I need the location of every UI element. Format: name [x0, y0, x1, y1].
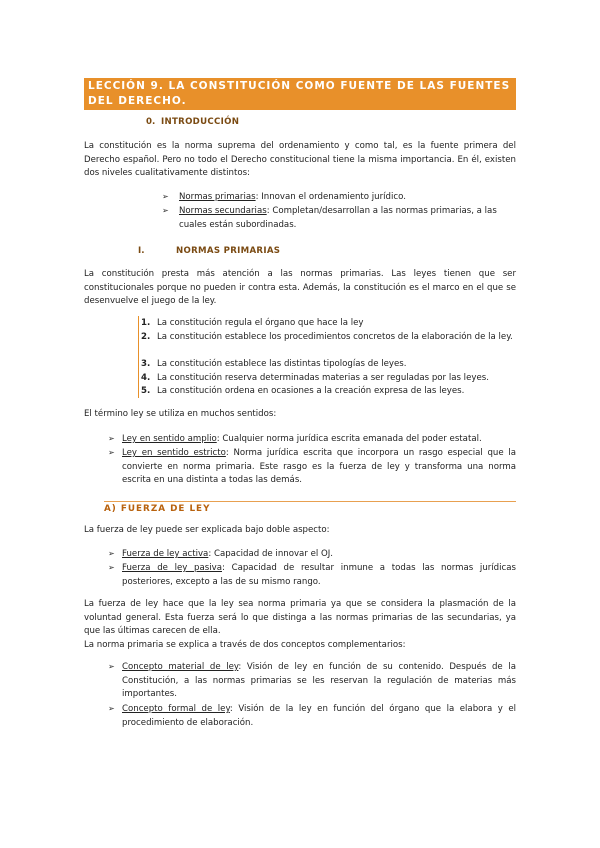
term-ley-sentido-amplio: Ley en sentido amplio [122, 434, 217, 444]
numbered-item: 1. La constitución regula el órgano que hace la ley [141, 318, 364, 328]
definition-text: : Innovan el ordenamiento jurídico. [255, 192, 406, 202]
term-ley-sentido-estricto: Ley en sentido estricto [122, 448, 226, 458]
term-normas-primarias: Normas primarias [179, 192, 256, 202]
term-fuerza-pasiva: Fuerza de ley pasiva [122, 563, 222, 573]
list-item [179, 191, 516, 205]
numbered-item: 2. La constitución establece los procedimientos concretos de la elaboración de la ley. [141, 332, 513, 342]
arrow-bullet-icon: ➢ [108, 434, 115, 443]
section-heading-introduccion: INTRODUCCIÓN [161, 117, 240, 127]
list-item [179, 205, 516, 232]
primarias-paragraph: La constitución presta más atención a las normas primarias. Las leyes tienen que ser constitucionales porque no pueden ir contra esta. Además, la constitución es el marco en el que se desenvuelve el juego de la ley. [84, 269, 516, 306]
intro-paragraph: La constitución es la norma suprema del ordenamiento y como tal, es la fuente primera del Derecho español. Pero no todo el Derecho constitucional tiene la misma importancia. En él, existen dos niveles cualitativamente distintos: [84, 141, 516, 178]
list-item: Fuerza de ley activa: Capacidad de innovar el OJ. [122, 549, 334, 559]
term-concepto-formal: Concepto formal de ley [122, 704, 230, 714]
list-item: Ley en sentido amplio: Cualquier norma jurídica escrita emanada del poder estatal. [122, 434, 482, 444]
numbered-item: 3. La constitución establece las distintas tipologías de leyes. [141, 359, 407, 369]
section-heading-fuerza-de-ley: A) FUERZA DE LEY [104, 504, 211, 514]
fuerza-paragraph: La fuerza de ley hace que la ley sea norma primaria ya que se considera la plasmación de la voluntad general. Esta fuerza será lo que distinga a las normas primarias de las secundarias, ya que las últimas carecen de ella. [84, 599, 516, 636]
numbered-item: 4. La constitución reserva determinadas materias a ser reguladas por las leyes. [141, 373, 489, 383]
fuerza-intro: La fuerza de ley puede ser explicada bajo doble aspecto: [84, 525, 330, 535]
arrow-bullet-icon: ➢ [162, 192, 169, 201]
conceptos-intro: La norma primaria se explica a través de dos conceptos complementarios: [84, 640, 406, 650]
list-item: Fuerza de ley pasiva: Capacidad de resultar inmune a todas las normas jurídicas posteriores, excepto a las de su mismo rango. [122, 563, 516, 587]
ley-intro: El término ley se utiliza en muchos sentidos: [84, 409, 277, 419]
list-item: Ley en sentido estricto: Norma jurídica escrita que incorpora un rasgo especial que la convierte en norma primaria. Este rasgo es la fuerza de ley y transforma una norma escrita en una distinta a todas las demás. [122, 448, 517, 485]
section-heading-normas-primarias: NORMAS PRIMARIAS [176, 246, 281, 256]
numbered-item: 5. La constitución ordena en ocasiones a la creación expresa de las leyes. [141, 386, 465, 396]
definition-text: : Completan/desarrollan a las normas primarias, a las cuales están subordinadas. [179, 206, 497, 230]
section-divider [104, 501, 516, 502]
arrow-bullet-icon: ➢ [108, 448, 115, 457]
list-item: Concepto formal de ley: Visión de la ley en función del órgano que la elabora y el procedimiento de elaboración. [122, 704, 516, 728]
section-number: I. [138, 246, 145, 256]
lesson-title: LECCIÓN 9. LA CONSTITUCIÓN COMO FUENTE DE LAS FUENTES DEL DERECHO. [84, 78, 516, 110]
section-number: 0. [146, 117, 156, 127]
arrow-bullet-icon: ➢ [108, 662, 115, 671]
arrow-bullet-icon: ➢ [108, 563, 115, 572]
arrow-bullet-icon: ➢ [108, 549, 115, 558]
term-concepto-material: Concepto material de ley [122, 662, 239, 672]
arrow-bullet-icon: ➢ [108, 704, 115, 713]
term-normas-secundarias: Normas secundarias [179, 206, 267, 216]
arrow-bullet-icon: ➢ [162, 206, 169, 215]
list-item: Concepto material de ley: Visión de ley en función de su contenido. Después de la Constitución, a las normas primarias se les reservan la regulación de materias más importantes. [122, 662, 516, 699]
term-fuerza-activa: Fuerza de ley activa [122, 549, 209, 559]
